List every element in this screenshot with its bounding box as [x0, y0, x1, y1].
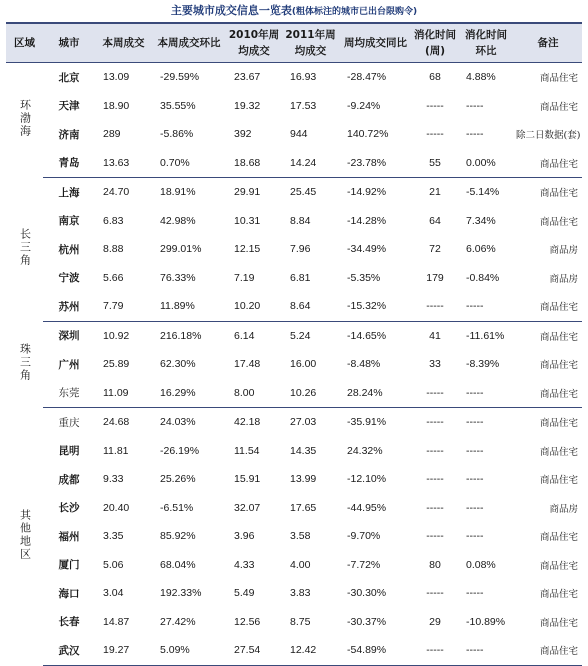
remark-cell: 商品住宅	[539, 73, 578, 85]
digest-ratio-cell: 0.08%	[466, 558, 496, 571]
week-ratio-cell: 18.91%	[160, 186, 196, 199]
avg-ratio-cell: -34.49%	[347, 243, 387, 256]
avg2011-cell: 7.96	[290, 243, 311, 256]
table-row	[6, 63, 582, 92]
city-cell: 深圳	[58, 330, 80, 343]
week-ratio-cell: 299.01%	[160, 243, 202, 256]
avg2010-cell: 27.54	[226, 636, 282, 665]
city-cell: 成都	[58, 473, 80, 486]
remark-cell: 商品住宅	[514, 636, 582, 665]
table-row	[6, 92, 582, 121]
avg2010-cell: 4.33	[234, 558, 255, 571]
table-body	[6, 63, 582, 666]
city-cell: 南京	[58, 215, 80, 228]
digest-time-cell: 29	[429, 615, 441, 628]
week-ratio-cell: 16.29%	[152, 379, 226, 408]
city-cell: 杭州	[58, 243, 80, 256]
week-volume-cell: 20.40	[103, 501, 130, 514]
digest-ratio-cell: -----	[466, 99, 484, 112]
week-volume-cell: 13.63	[95, 149, 152, 178]
digest-time-cell: -----	[412, 379, 458, 408]
avg-ratio-cell: -15.32%	[339, 292, 412, 321]
week-volume-cell: 5.06	[103, 558, 124, 571]
week-volume-cell: 25.89	[103, 358, 130, 371]
city-cell: 重庆	[58, 416, 80, 429]
header-digest-time: 消化时间(周)	[412, 23, 458, 63]
table-row	[6, 149, 582, 178]
week-volume-cell: 11.81	[103, 444, 129, 457]
avg-ratio-cell: -5.35%	[347, 271, 381, 284]
region-label: 珠三角	[18, 343, 32, 383]
digest-time-cell: 21	[429, 186, 441, 199]
city-cell: 北京	[58, 71, 80, 84]
city-cell: 广州	[58, 358, 80, 371]
digest-ratio-cell: -10.89%	[466, 615, 506, 628]
avg-ratio-cell: -7.72%	[347, 558, 381, 571]
week-volume-cell: 24.70	[103, 186, 130, 199]
remark-cell: 商品住宅	[539, 446, 578, 458]
avg2011-cell: 4.00	[290, 558, 311, 571]
table-row	[6, 120, 582, 149]
avg-ratio-cell: -14.65%	[347, 329, 387, 342]
remark-cell: 商品住宅	[539, 532, 578, 544]
avg-ratio-cell: -14.28%	[347, 214, 387, 227]
digest-time-cell: -----	[426, 473, 444, 486]
week-volume-cell: 3.35	[103, 530, 124, 543]
week-ratio-cell: 25.26%	[160, 473, 196, 486]
avg2010-cell: 10.31	[234, 214, 261, 227]
digest-ratio-cell: 4.88%	[466, 71, 496, 84]
avg2011-cell: 13.99	[290, 473, 317, 486]
week-volume-cell: 7.79	[95, 292, 152, 321]
avg2011-cell: 8.64	[282, 292, 339, 321]
avg2010-cell: 12.56	[234, 615, 261, 628]
week-volume-cell: 9.33	[103, 473, 124, 486]
digest-ratio-cell: -8.39%	[466, 358, 500, 371]
digest-ratio-cell: -----	[466, 587, 484, 600]
city-cell: 天津	[58, 100, 80, 113]
city-cell: 厦门	[58, 559, 80, 572]
digest-time-cell: 72	[429, 243, 441, 256]
week-volume-cell: 18.90	[103, 99, 130, 112]
avg2011-cell: 8.75	[290, 615, 311, 628]
digest-time-cell: -----	[426, 128, 444, 141]
digest-ratio-cell: 0.00%	[458, 149, 514, 178]
digest-ratio-cell: 7.34%	[466, 214, 496, 227]
digest-time-cell: -----	[426, 99, 444, 112]
avg2011-cell: 16.00	[290, 358, 317, 371]
avg2010-cell: 15.91	[234, 473, 261, 486]
city-cell: 上海	[58, 186, 80, 199]
week-volume-cell: 13.09	[103, 71, 130, 84]
digest-time-cell: -----	[412, 636, 458, 665]
avg-ratio-cell: -30.30%	[347, 587, 387, 600]
avg-ratio-cell: -35.91%	[347, 416, 387, 429]
week-volume-cell: 10.92	[103, 329, 130, 342]
week-ratio-cell: -29.59%	[160, 71, 200, 84]
digest-time-cell: 33	[429, 358, 441, 371]
week-volume-cell: 8.88	[103, 243, 124, 256]
city-cell: 青岛	[43, 149, 95, 178]
table-row	[6, 465, 582, 494]
remark-cell: 商品房	[549, 273, 578, 285]
digest-time-cell: -----	[426, 587, 444, 600]
avg2011-cell: 6.81	[290, 271, 311, 284]
avg-ratio-cell: -23.78%	[339, 149, 412, 178]
week-ratio-cell: 24.03%	[160, 416, 196, 429]
city-cell: 济南	[58, 128, 80, 141]
city-cell: 昆明	[58, 445, 80, 458]
avg2011-cell: 3.58	[290, 530, 311, 543]
table-row	[6, 264, 582, 293]
week-ratio-cell: 5.09%	[152, 636, 226, 665]
header-remark: 备注	[514, 23, 582, 63]
table-row	[6, 494, 582, 523]
avg2011-cell: 17.65	[290, 501, 317, 514]
city-cell: 武汉	[43, 636, 95, 665]
remark-cell: 商品住宅	[539, 188, 578, 200]
header-row	[6, 23, 582, 63]
avg2011-cell: 14.35	[290, 444, 317, 457]
region-cell	[6, 321, 43, 408]
avg2011-cell: 3.83	[290, 587, 311, 600]
region-cell	[6, 408, 43, 666]
avg2010-cell: 23.67	[234, 71, 261, 84]
avg2010-cell: 32.07	[234, 501, 261, 514]
week-volume-cell: 5.66	[103, 271, 124, 284]
digest-ratio-cell: -----	[466, 501, 484, 514]
avg2010-cell: 3.96	[234, 530, 255, 543]
digest-time-cell: 41	[429, 329, 441, 342]
avg2010-cell: 29.91	[234, 186, 261, 199]
week-ratio-cell: -5.86%	[160, 128, 194, 141]
remark-cell: 商品房	[549, 503, 578, 515]
digest-time-cell: 64	[429, 214, 441, 227]
table-row	[6, 579, 582, 608]
city-cell: 福州	[58, 530, 80, 543]
table-row	[6, 350, 582, 379]
week-ratio-cell: 11.89%	[152, 292, 226, 321]
avg2010-cell: 42.18	[234, 416, 261, 429]
region-label: 其他地区	[18, 508, 32, 561]
header-city: 城市	[43, 23, 95, 63]
avg-ratio-cell: -28.47%	[347, 71, 387, 84]
city-cell: 东莞	[43, 379, 95, 408]
remark-cell: 商品住宅	[539, 216, 578, 228]
avg2011-cell: 5.24	[290, 329, 311, 342]
week-volume-cell: 19.27	[95, 636, 152, 665]
avg-ratio-cell: 140.72%	[347, 128, 389, 141]
region-cell	[6, 63, 43, 178]
digest-time-cell: -----	[426, 444, 444, 457]
remark-cell: 商品房	[549, 245, 578, 257]
digest-ratio-cell: -----	[466, 530, 484, 543]
header-avg2010: 2010年周均成交	[226, 23, 282, 63]
remark-cell: 商品住宅	[539, 560, 578, 572]
table-row	[6, 178, 582, 207]
city-cell: 宁波	[58, 272, 80, 285]
week-volume-cell: 24.68	[103, 416, 130, 429]
digest-ratio-cell: -----	[458, 292, 514, 321]
avg2011-cell: 25.45	[290, 186, 317, 199]
avg-ratio-cell: 28.24%	[339, 379, 412, 408]
week-ratio-cell: 68.04%	[160, 558, 196, 571]
week-ratio-cell: 85.92%	[160, 530, 196, 543]
digest-time-cell: 68	[429, 71, 441, 84]
week-volume-cell: 289	[103, 128, 121, 141]
remark-cell: 除二日数据(套)	[516, 130, 581, 142]
remark-cell: 商品住宅	[539, 475, 578, 487]
avg-ratio-cell: 24.32%	[347, 444, 383, 457]
week-volume-cell: 14.87	[103, 615, 130, 628]
avg-ratio-cell: -8.48%	[347, 358, 381, 371]
remark-cell: 商品住宅	[539, 101, 578, 113]
week-ratio-cell: 216.18%	[160, 329, 202, 342]
header-avg2011: 2011年周均成交	[282, 23, 339, 63]
remark-cell: 商品住宅	[539, 589, 578, 601]
table-row	[6, 608, 582, 637]
avg2010-cell: 6.14	[234, 329, 255, 342]
avg2010-cell: 5.49	[234, 587, 255, 600]
table-row	[6, 437, 582, 466]
avg-ratio-cell: -54.89%	[339, 636, 412, 665]
remark-cell: 商品住宅	[539, 617, 578, 629]
week-ratio-cell: 27.42%	[160, 615, 196, 628]
digest-ratio-cell: -----	[466, 444, 484, 457]
table-row	[6, 321, 582, 350]
digest-ratio-cell: -----	[466, 416, 484, 429]
avg2010-cell: 392	[234, 128, 252, 141]
remark-cell: 商品住宅	[539, 331, 578, 343]
avg2011-cell: 12.42	[282, 636, 339, 665]
title-main: 主要城市成交信息一览表	[170, 4, 292, 17]
table-title	[0, 2, 588, 22]
digest-ratio-cell: -----	[458, 636, 514, 665]
avg2010-cell: 11.54	[234, 444, 260, 457]
city-cell: 苏州	[43, 292, 95, 321]
avg-ratio-cell: -44.95%	[347, 501, 387, 514]
region-cell	[6, 178, 43, 322]
avg2010-cell: 8.00	[226, 379, 282, 408]
week-ratio-cell: 192.33%	[160, 587, 202, 600]
week-volume-cell: 3.04	[103, 587, 124, 600]
remark-cell: 商品住宅	[539, 418, 578, 430]
avg2011-cell: 16.93	[290, 71, 317, 84]
header-week-ratio: 本周成交环比	[152, 23, 226, 63]
header-region: 区域	[6, 23, 43, 63]
avg2010-cell: 18.68	[226, 149, 282, 178]
digest-time-cell: 179	[426, 271, 444, 284]
week-ratio-cell: -6.51%	[160, 501, 194, 514]
digest-time-cell: 55	[412, 149, 458, 178]
digest-time-cell: -----	[412, 292, 458, 321]
week-ratio-cell: 35.55%	[160, 99, 196, 112]
header-digest-ratio: 消化时间环比	[458, 23, 514, 63]
avg2011-cell: 944	[290, 128, 308, 141]
avg2010-cell: 10.20	[226, 292, 282, 321]
remark-cell: 商品住宅	[514, 292, 582, 321]
table-row	[6, 207, 582, 236]
week-volume-cell: 11.09	[95, 379, 152, 408]
header-week-volume: 本周成交	[95, 23, 152, 63]
avg2011-cell: 27.03	[290, 416, 317, 429]
avg-ratio-cell: -30.37%	[347, 615, 387, 628]
digest-time-cell: 80	[429, 558, 441, 571]
digest-time-cell: -----	[426, 501, 444, 514]
header-avg-ratio: 周均成交同比	[339, 23, 412, 63]
table-row	[6, 551, 582, 580]
digest-time-cell: -----	[426, 530, 444, 543]
avg2011-cell: 8.84	[290, 214, 311, 227]
region-label: 长三角	[18, 228, 32, 268]
avg-ratio-cell: -9.24%	[347, 99, 381, 112]
avg2010-cell: 19.32	[234, 99, 261, 112]
table-row	[6, 379, 582, 408]
table-row	[6, 522, 582, 551]
avg-ratio-cell: -14.92%	[347, 186, 387, 199]
week-ratio-cell: 62.30%	[160, 358, 196, 371]
avg2010-cell: 12.15	[234, 243, 261, 256]
city-transactions-table	[6, 22, 582, 666]
digest-time-cell: -----	[426, 416, 444, 429]
table-row	[6, 408, 582, 437]
title-note: (粗体标注的城市已出台限购令)	[291, 7, 418, 17]
city-cell: 长春	[58, 616, 80, 629]
city-cell: 海口	[58, 587, 80, 600]
digest-ratio-cell: -----	[458, 379, 514, 408]
week-ratio-cell: 0.70%	[152, 149, 226, 178]
avg-ratio-cell: -12.10%	[347, 473, 387, 486]
region-label: 环渤海	[18, 99, 32, 139]
digest-ratio-cell: -----	[466, 473, 484, 486]
remark-cell: 商品住宅	[514, 379, 582, 408]
avg-ratio-cell: -9.70%	[347, 530, 381, 543]
city-cell: 长沙	[58, 502, 80, 515]
table-row	[6, 636, 582, 665]
table-row	[6, 292, 582, 321]
digest-ratio-cell: -----	[466, 128, 484, 141]
week-ratio-cell: -26.19%	[160, 444, 200, 457]
avg2011-cell: 17.53	[290, 99, 317, 112]
digest-ratio-cell: -5.14%	[466, 186, 500, 199]
remark-cell: 商品住宅	[539, 360, 578, 372]
remark-cell: 商品住宅	[514, 149, 582, 178]
avg2010-cell: 7.19	[234, 271, 255, 284]
digest-ratio-cell: 6.06%	[466, 243, 496, 256]
digest-ratio-cell: -0.84%	[466, 271, 500, 284]
table-row	[6, 235, 582, 264]
digest-ratio-cell: -11.61%	[466, 329, 505, 342]
week-volume-cell: 6.83	[103, 214, 124, 227]
week-ratio-cell: 42.98%	[160, 214, 196, 227]
avg2011-cell: 10.26	[282, 379, 339, 408]
week-ratio-cell: 76.33%	[160, 271, 196, 284]
avg2011-cell: 14.24	[282, 149, 339, 178]
avg2010-cell: 17.48	[234, 358, 261, 371]
